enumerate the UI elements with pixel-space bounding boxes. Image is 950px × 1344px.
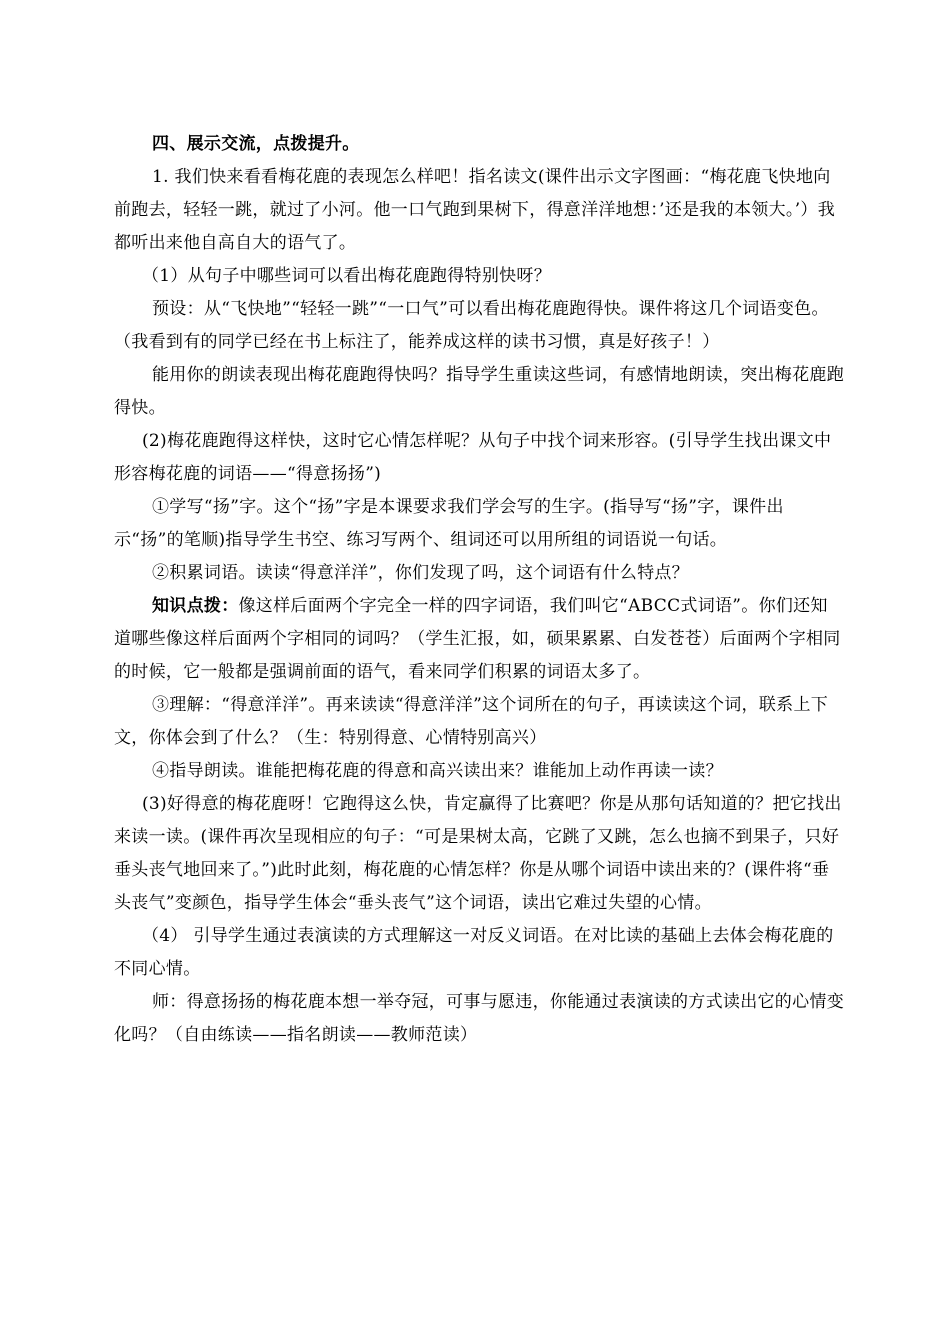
paragraph-question-3: (3)好得意的梅花鹿呀！它跑得这么快，肯定赢得了比赛吧？你是从那句话知道的？把它找出来读一读。(课件再次呈现相应的句子：“可是果树太高，它跳了又跳，怎么也摘不到果子，只好垂头丧气地回来了。”)此时此刻，梅花鹿的心情怎样？你是从哪个词语中读出来的？(课件将“垂头丧气”变颜色，指导学生体会“垂头丧气”这个词语，读出它难过失望的心情。: [114, 794, 842, 913]
paragraph-write-char: ①学写“扬”字。这个“扬”字是本课要求我们学会写的生字。(指导写“扬”字，课件出示“扬”的笔顺)指导学生书空、练习写两个、组词还可以用所组的词语说一句话。: [114, 497, 784, 550]
paragraph-accumulate: ②积累词语。读读“得意洋洋”，你们发现了吗，这个词语有什么特点？: [152, 563, 689, 583]
section-heading: 四、展示交流，点拨提升。: [152, 134, 360, 154]
paragraph-question-4: （4） 引导学生通过表演读的方式理解这一对反义词语。在对比读的基础上去体会梅花鹿的不同心情。: [114, 926, 834, 979]
paragraph-question-2: (2)梅花鹿跑得这样快，这时它心情怎样呢？从句子中找个词来形容。(引导学生找出课文中形容梅花鹿的词语——“得意扬扬”): [114, 431, 832, 484]
paragraph-teacher: 师：得意扬扬的梅花鹿本想一举夺冠，可事与愿违，你能通过表演读的方式读出它的心情变化吗？（自由练读——指名朗读——教师范读）: [114, 992, 844, 1045]
paragraph-1: 1. 我们快来看看梅花鹿的表现怎么样吧！指名读文(课件出示文字图画：“梅花鹿飞快地向前跑去，轻轻一跳，就过了小河。他一口气跑到果树下，得意洋洋地想：’还是我的本领大。’）我都听出来他自高自大的语气了。: [114, 167, 836, 253]
document-body: [114, 128, 844, 1052]
paragraph-question-1: （1）从句子中哪些词可以看出梅花鹿跑得特别快呀？: [142, 266, 552, 286]
knowledge-text: 像这样后面两个字完全一样的四字词语，我们叫它“ABCC式词语”。你们还知道哪些像这样后面两个字相同的词吗？（学生汇报，如，硕果累累、白发苍苍）后面两个字相同的时候，它一般都是强调前面的语气，看来同学们积累的词语太多了。: [114, 596, 841, 682]
paragraph-guide-reading: ④指导朗读。谁能把梅花鹿的得意和高兴读出来？谁能加上动作再读一读？: [152, 761, 723, 781]
knowledge-label: 知识点拨：: [152, 596, 239, 616]
paragraph-reading: 能用你的朗读表现出梅花鹿跑得快吗？指导学生重读这些词，有感情地朗读，突出梅花鹿跑得快。: [114, 365, 844, 418]
paragraph-preset: 预设：从“飞快地”“轻轻一跳”“一口气”可以看出梅花鹿跑得快。课件将这几个词语变色。（我看到有的同学已经在书上标注了，能养成这样的读书习惯，真是好孩子！）: [114, 299, 829, 352]
paragraph-knowledge: [114, 590, 844, 689]
paragraph-understand: ③理解：“得意洋洋”。再来读读“得意洋洋”这个词所在的句子，再读读这个词，联系上下文，你体会到了什么？（生：特别得意、心情特别高兴）: [114, 695, 829, 748]
